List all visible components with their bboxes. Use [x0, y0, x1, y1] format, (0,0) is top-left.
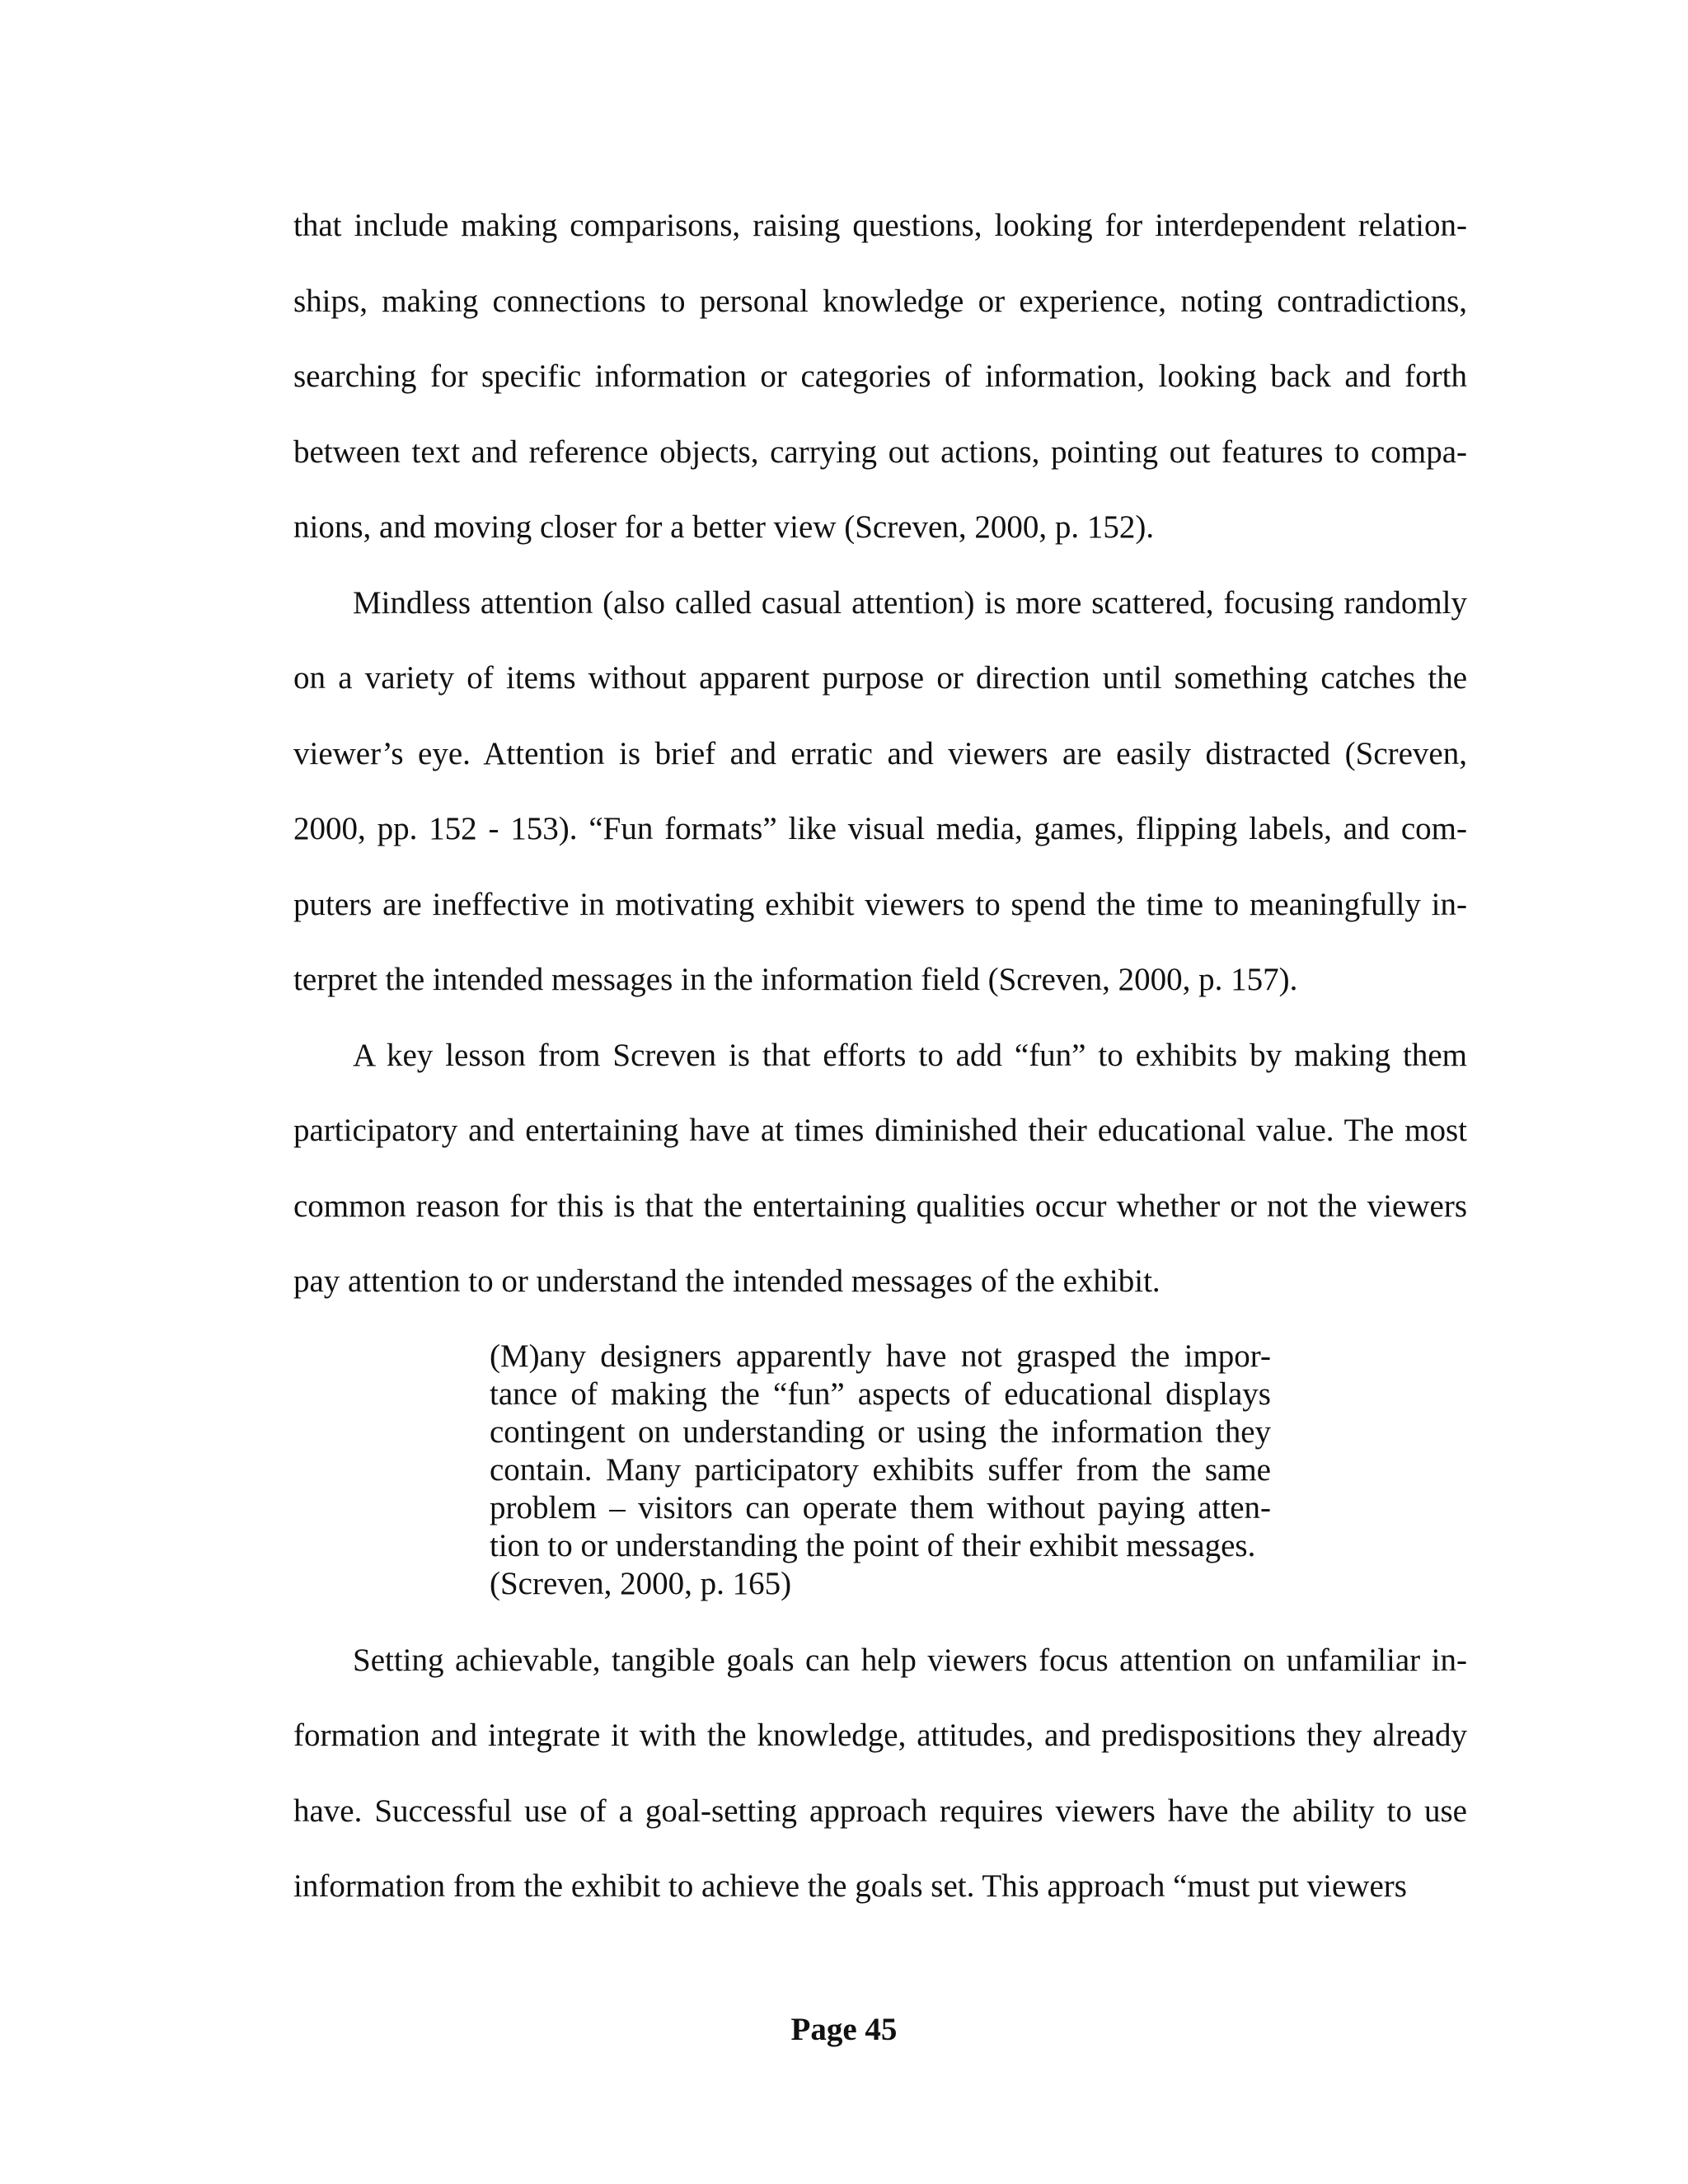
paragraph-key-lesson: A key lesson from Screven is that efforts to add “fun” to exhibits by making them participatory and entertaining have at times diminished their educational value. The most common reason for this is that the entertaining qualities occur whether or not the viewers pay attention to or understand the intended messages of the exhibit.: [293, 1037, 1467, 1299]
block-quote-citation: (Screven, 2000, p. 165): [490, 1565, 792, 1601]
body-text: [293, 188, 1467, 1924]
block-quote: [490, 1319, 1271, 1623]
block-quote-text: (M)any designers apparently have not grasped the impor-tance of making the “fun” aspects of educational displays contingent on understanding or using the information they contain. Many participatory exhibits suffer from the same problem – visitors can operate them without paying atten-tion to or understanding the point of their exhibit messages.: [490, 1338, 1271, 1563]
page-number: Page 45: [790, 2012, 898, 2047]
paragraph-continuation: that include making comparisons, raising questions, looking for interdependent relation-ships, making connections to personal knowledge or experience, noting contradictions, searching for specific information or categories of information, looking back and forth between text and reference objects, carrying out actions, pointing out features to compa-nions, and moving closer for a better view (Screven, 2000, p. 152).: [293, 208, 1467, 545]
paragraph-mindless-attention: Mindless attention (also called casual attention) is more scattered, focusing randomly on a variety of items without apparent purpose or direction until something catches the viewer’s eye. Attention is brief and erratic and viewers are easily distracted (Screven, 2000, pp. 152 - 153). “Fun formats” like visual media, games, flipping labels, and com-puters are ineffective in motivating exhibit viewers to spend the time to meaningfully in-terpret the intended messages in the information field (Screven, 2000, p. 157).: [293, 584, 1467, 997]
paragraph-goal-setting: Setting achievable, tangible goals can help viewers focus attention on unfamiliar in-formation and integrate it with the knowledge, attitudes, and predispositions they already have. Successful use of a goal-setting approach requires viewers have the ability to use information from the exhibit to achieve the goals set. This approach “must put viewers: [293, 1642, 1467, 1904]
